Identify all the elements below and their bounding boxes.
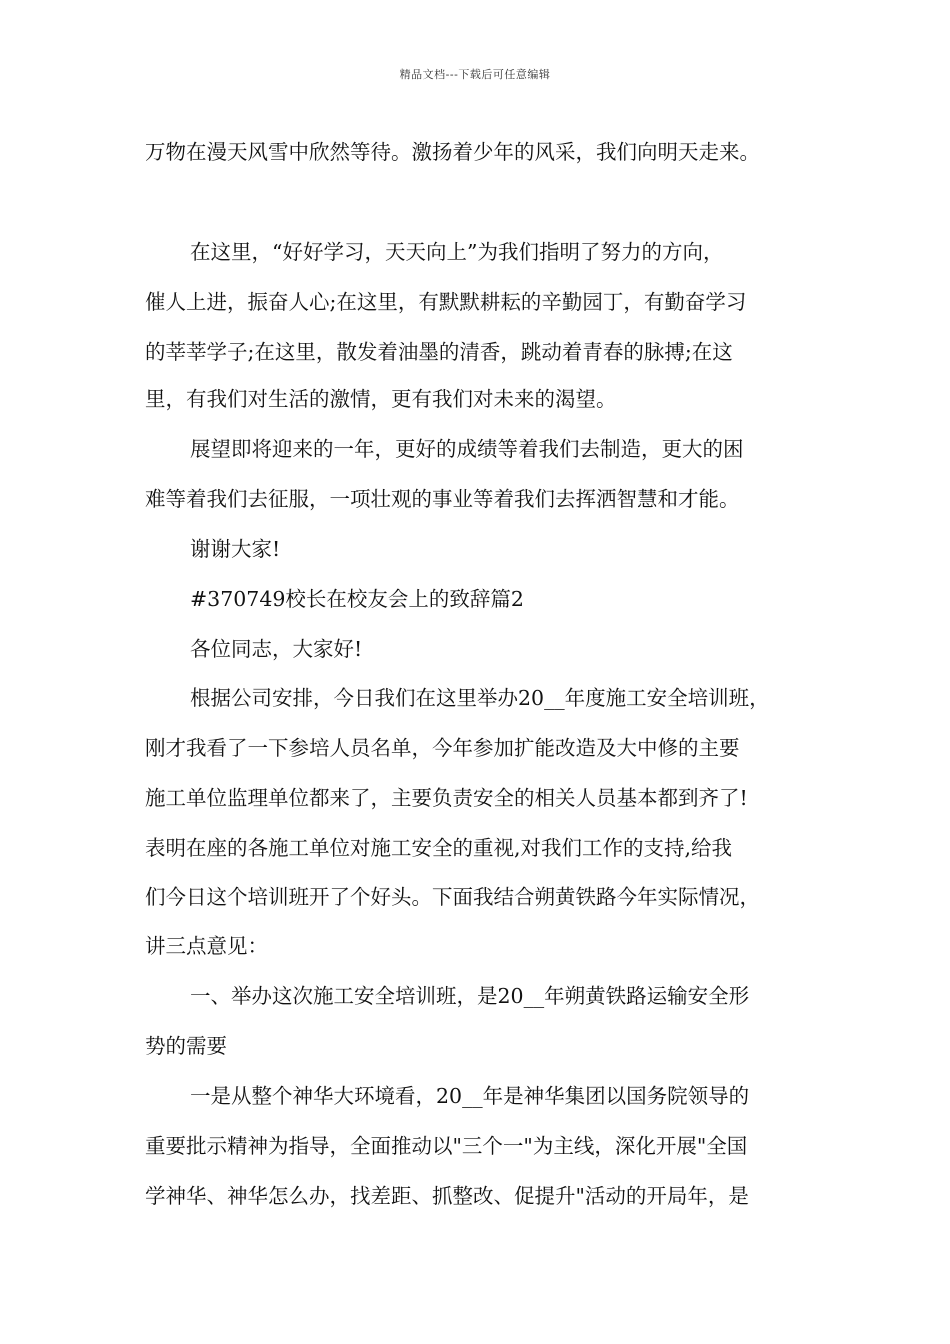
paragraph-line: 刚才我看了一下参培人员名单，今年参加扩能改造及大中修的主要 (145, 736, 740, 760)
paragraph-line: 重要批示精神为指导，全面推动以"三个一"为主线，深化开展"全国 (145, 1134, 748, 1158)
paragraph-line: 的莘莘学子;在这里，散发着油墨的清香，跳动着青春的脉搏;在这 (145, 340, 733, 364)
paragraph-line: 在这里，“好好学习，天天向上”为我们指明了努力的方向， (190, 240, 724, 264)
paragraph-line: 展望即将迎来的一年，更好的成绩等着我们去制造，更大的困 (190, 437, 744, 461)
paragraph-line: 讲三点意见： (145, 934, 268, 958)
paragraph-line: 谢谢大家! (190, 537, 281, 561)
paragraph-line: 催人上进，振奋人心;在这里，有默默耕耘的辛勤园丁，有勤奋学习 (145, 290, 747, 314)
paragraph-line: 根据公司安排，今日我们在这里举办20__年度施工安全培训班， (190, 686, 770, 710)
paragraph-line: 难等着我们去征服，一项壮观的事业等着我们去挥洒智慧和才能。 (145, 487, 740, 511)
section-heading-line: 一、举办这次施工安全培训班，是20__年朔黄铁路运输安全形 (190, 984, 750, 1008)
paragraph-line: 们今日这个培训班开了个好头。下面我结合朔黄铁路今年实际情况， (145, 885, 760, 909)
paragraph-line: 施工单位监理单位都来了，主要负责安全的相关人员基本都到齐了! (145, 786, 748, 810)
paragraph-line: 表明在座的各施工单位对施工安全的重视,对我们工作的支持,给我 (145, 836, 733, 860)
paragraph-line: 一是从整个神华大环境看，20__年是神华集团以国务院领导的 (190, 1084, 750, 1108)
paragraph-line: 万物在漫天风雪中欣然等待。激扬着少年的风采，我们向明天走来。 (145, 140, 760, 164)
page-header: 精品文档---下载后可任意编辑 (399, 68, 551, 81)
heading-line: #370749校长在校友会上的致辞篇2 (190, 587, 524, 611)
greeting-line: 各位同志，大家好! (190, 637, 363, 661)
section-heading-line: 势的需要 (145, 1034, 227, 1058)
paragraph-line: 学神华、神华怎么办，找差距、抓整改、促提升"活动的开局年，是 (145, 1184, 749, 1208)
paragraph-line: 里，有我们对生活的激情，更有我们对未来的渴望。 (145, 387, 617, 411)
